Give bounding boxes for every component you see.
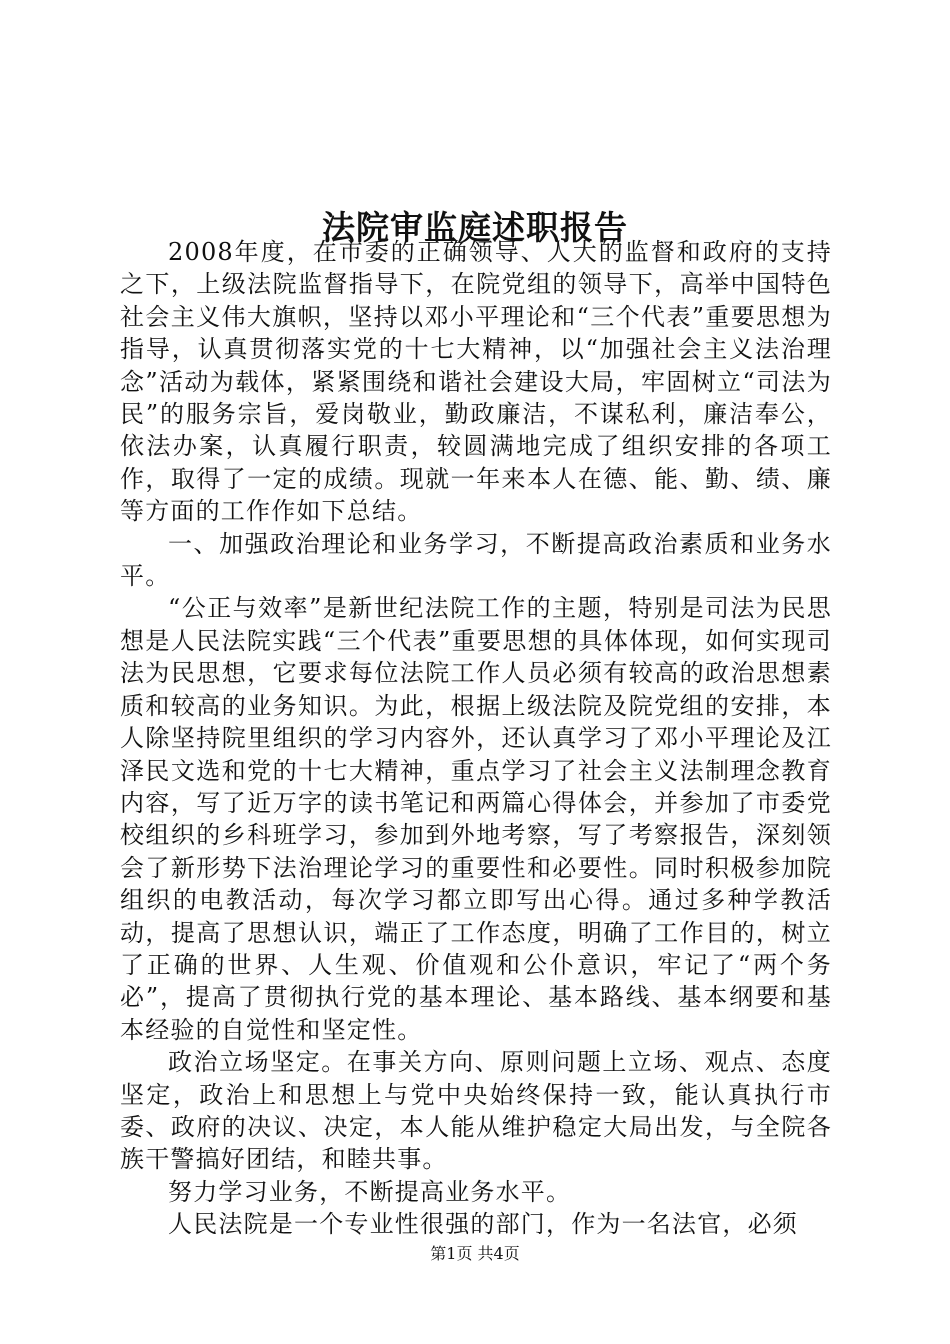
paragraph-court-professional: 人民法院是一个专业性很强的部门，作为一名法官，必须: [168, 1210, 798, 1239]
paragraph-political-stance: 政治立场坚定。在事关方向、原则问题上立场、观点、态度坚定，政治上和思想上与党中央始终保持一致，能认真执行市委、政府的决议、决定，本人能从维护稳定大局出发，与全院各族干警搞好团结，和睦共事。: [120, 1048, 832, 1174]
paragraph-intro: 2008年度，在市委的正确领导、人大的监督和政府的支持之下，上级法院监督指导下，在院党组的领导下，高举中国特色社会主义伟大旗帜，坚持以邓小平理论和“三个代表”重要思想为指导，认真贯彻落实党的十七大精神，以“加强社会主义法治理念”活动为载体，紧紧围绕和谐社会建设大局，牢固树立“司法为民”的服务宗旨，爱岗敬业，勤政廉洁，不谋私利，廉洁奉公，依法办案，认真履行职责，较圆满地完成了组织安排的各项工作，取得了一定的成绩。现就一年来本人在德、能、勤、绩、廉等方面的工作作如下总结。: [120, 238, 832, 526]
page-footer: 第1页 共4页: [430, 1244, 520, 1263]
paragraph-study-business: 努力学习业务，不断提高业务水平。: [168, 1177, 572, 1206]
document-title: 法院审监庭述职报告: [322, 208, 628, 248]
document-body: [120, 236, 832, 1241]
paragraph-justice-efficiency: “公正与效率”是新世纪法院工作的主题，特别是司法为民思想是人民法院实践“三个代表”重要思想的具体体现，如何实现司法为民思想，它要求每位法院工作人员必须有较高的政治思想素质和较高的业务知识。为此，根据上级法院及院党组的安排，本人除坚持院里组织的学习内容外，还认真学习了邓小平理论及江泽民文选和党的十七大精神，重点学习了社会主义法制理念教育内容，写了近万字的读书笔记和两篇心得体会，并参加了市委党校组织的乡科班学习，参加到外地考察，写了考察报告，深刻领会了新形势下法治理论学习的重要性和必要性。同时积极参加院组织的电教活动，每次学习都立即写出心得。通过多种学教活动，提高了思想认识，端正了工作态度，明确了工作目的，树立了正确的世界、人生观、价值观和公仆意识，牢记了“两个务必”，提高了贯彻执行党的基本理论、基本路线、基本纲要和基本经验的自觉性和坚定性。: [120, 594, 832, 1044]
paragraph-section-heading-1: 一、加强政治理论和业务学习，不断提高政治素质和业务水平。: [120, 529, 832, 591]
